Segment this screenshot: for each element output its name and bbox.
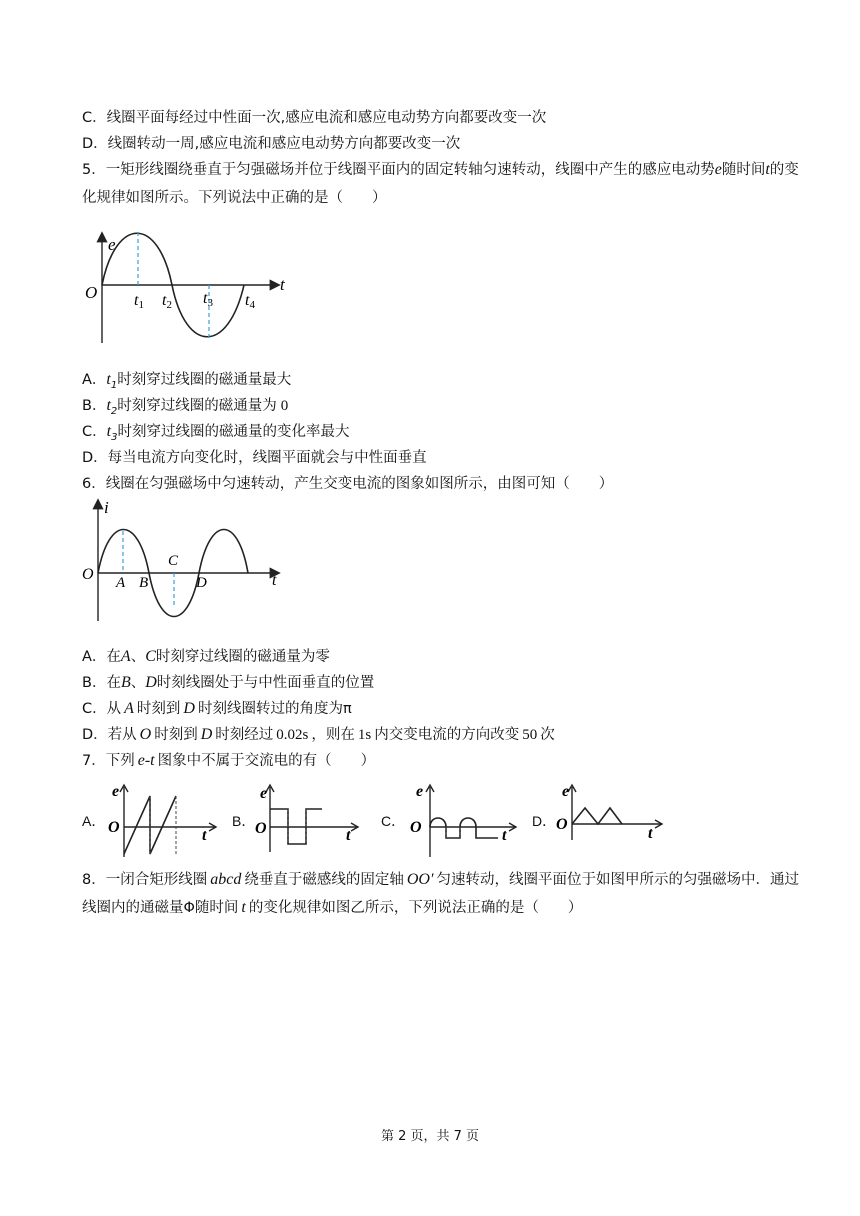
q6-option-d: D．若从 O 时刻到 D 时刻经过 0.02s ，则在 1s 内交变电流的方向改变 50 次 [82, 726, 555, 743]
q5-t3-label: t3 [203, 290, 213, 309]
q7-option-b-label: B． [232, 813, 256, 829]
q6-option-b: B．在B、D时刻线圈处于与中性面垂直的位置 [82, 674, 375, 691]
q5-t1-label: t1 [134, 292, 144, 311]
svg-text:t: t [502, 827, 507, 844]
q6-point-a-label: A [116, 575, 126, 591]
svg-text:e: e [416, 783, 424, 800]
svg-text:t: t [346, 827, 351, 844]
q7-option-a-label: A． [82, 813, 106, 829]
q6-current-graph [82, 495, 292, 623]
svg-text:e: e [562, 783, 570, 800]
q7-graph-c-half-wave [404, 782, 522, 858]
q7-stem: 7．下列 e-t 图象中不属于交流电的有（ ） [82, 752, 376, 769]
q4-option-d: D．线圈转动一周,感应电流和感应电动势方向都要改变一次 [82, 136, 461, 152]
q5-stem: 5．一矩形线圈绕垂直于匀强磁场并位于线圈平面内的固定转轴匀速转动，线圈中产生的感应电动势e随时间t的变化规律如图所示。下列说法中正确的是（ ） [82, 161, 799, 206]
svg-text:O: O [108, 819, 120, 836]
q5-option-d: D．每当电流方向变化时，线圈平面就会与中性面垂直 [82, 450, 427, 466]
q7-graph-b-square [254, 782, 364, 858]
q5-option-a: A．$t_1$时刻穿过线圈的磁通量最大 [82, 371, 292, 391]
q8-stem: 8．一闭合矩形线圈 abcd 绕垂直于磁感线的固定轴 OO′ 匀速转动，线圈平面位于如图甲所示的匀强磁场中．通过线圈内的通磁量Φ随时间 t 的变化规律如图乙所示，下列说法正确的是（ ） [82, 871, 799, 916]
q5-option-c: C．$t_3$时刻穿过线圈的磁通量的变化率最大 [82, 423, 350, 443]
q6-point-b-label: B [139, 575, 149, 591]
q7-graph-d-triangle [554, 782, 668, 842]
q6-stem: 6．线圈在匀强磁场中匀速转动，产生交变电流的图象如图所示，由图可知（ ） [82, 476, 614, 492]
svg-text:O: O [255, 820, 267, 837]
q7-graph-a-sawtooth [104, 782, 222, 858]
q5-emf-graph [82, 228, 312, 348]
q6-point-d-label: D [196, 575, 207, 591]
q7-option-c-label: C． [381, 813, 406, 829]
svg-text:O: O [410, 819, 422, 836]
q6-x-label: t [272, 572, 277, 589]
q5-option-b: B．$t_2$时刻穿过线圈的磁通量为 0 [82, 397, 289, 417]
q5-y-label: e [108, 235, 116, 254]
q5-origin-label: O [85, 283, 98, 302]
q6-point-c-label: C [168, 553, 179, 569]
svg-text:t: t [648, 825, 653, 842]
q4-option-c: C．线圈平面每经过中性面一次,感应电流和感应电动势方向都要改变一次 [82, 110, 547, 126]
q5-t4-label: t4 [245, 292, 255, 311]
page-footer: 第 2 页，共 7 页 [380, 1129, 480, 1144]
q6-y-label: i [104, 498, 109, 517]
q6-origin-label: O [82, 566, 94, 583]
q5-t2-label: t2 [162, 292, 172, 311]
q7-option-d-label: D． [532, 813, 557, 829]
svg-text:e: e [112, 783, 120, 800]
q6-option-a: A．在A、C时刻穿过线圈的磁通量为零 [82, 648, 330, 665]
svg-text:t: t [202, 827, 207, 844]
q5-x-label: t [280, 275, 285, 294]
svg-text:e: e [260, 785, 268, 802]
q6-option-c: C．从 A 时刻到 D 时刻线圈转过的角度为π [82, 700, 352, 717]
svg-text:O: O [556, 816, 568, 833]
